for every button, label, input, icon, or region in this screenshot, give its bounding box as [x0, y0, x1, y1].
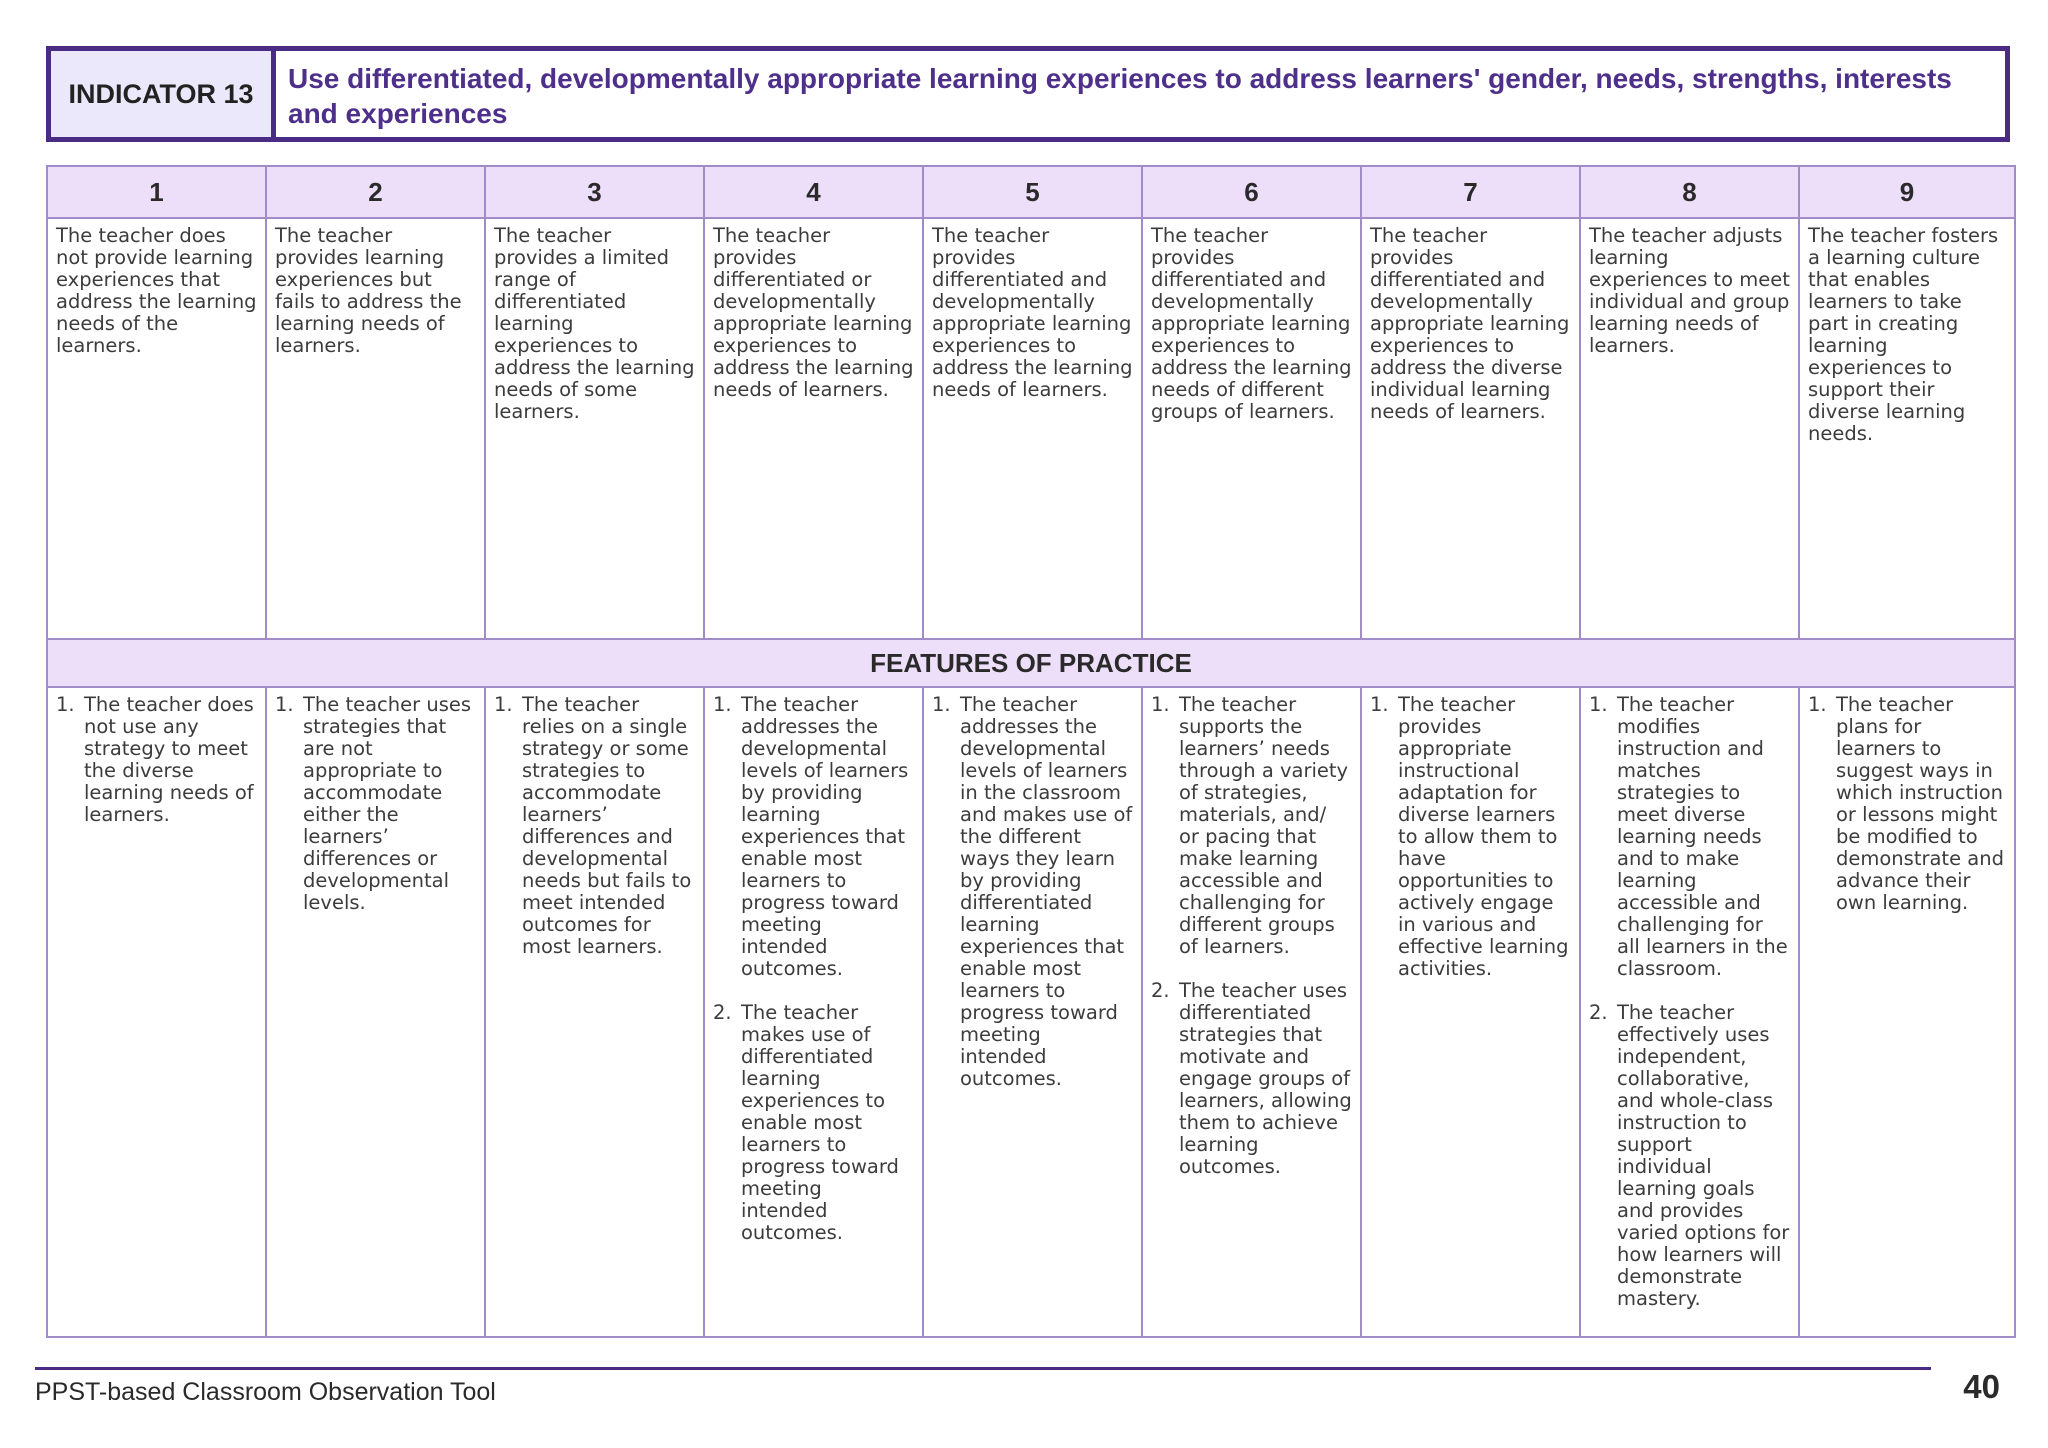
- feature-number: 1.: [713, 693, 732, 716]
- level-header: 5: [923, 166, 1142, 218]
- feature-number: 1.: [932, 693, 951, 716]
- indicator-header: [46, 46, 2010, 142]
- level-header-row: [47, 166, 2015, 218]
- features-cell: [1580, 687, 1799, 1337]
- features-cell: [704, 687, 923, 1337]
- feature-number: 2.: [1589, 1001, 1608, 1024]
- features-cell: [485, 687, 704, 1337]
- feature-text: The teacher provides appropriate instructional adaptation for diverse learners to allow them to have opportunities to actively engage in various and effective learning activities.: [1398, 693, 1569, 980]
- level-header: 8: [1580, 166, 1799, 218]
- feature-item: [932, 694, 1133, 1090]
- level-descriptor: The teacher provides learning experiences but fails to address the learning needs of learners.: [266, 218, 485, 639]
- feature-text: The teacher does not use any strategy to meet the diverse learning needs of learners.: [84, 693, 254, 826]
- feature-text: The teacher modifies instruction and matches strategies to meet diverse learning needs and to make learning accessible and challenging for all learners in the classroom.: [1617, 693, 1788, 980]
- level-descriptor: The teacher fosters a learning culture that enables learners to take part in creating learning experiences to support their diverse learning needs.: [1799, 218, 2015, 639]
- feature-item: [1589, 694, 1790, 980]
- feature-item: [1808, 694, 2006, 914]
- feature-item: [56, 694, 257, 826]
- features-cell: [923, 687, 1142, 1337]
- feature-text: The teacher relies on a single strategy or some strategies to accommodate learners’ differences and developmental needs but fails to meet intended outcomes for most learners.: [522, 693, 692, 958]
- feature-item: [713, 1002, 914, 1244]
- level-descriptor: The teacher provides differentiated and developmentally appropriate learning experiences to address the diverse individual learning needs of learners.: [1361, 218, 1580, 639]
- feature-item: [1589, 1002, 1790, 1310]
- level-descriptor: The teacher does not provide learning experiences that address the learning needs of the learners.: [47, 218, 266, 639]
- feature-number: 1.: [494, 693, 513, 716]
- feature-text: The teacher effectively uses independent, collaborative, and whole-class instruction to support individual learning goals and provides varied options for how learners will demonstrate mastery.: [1617, 1001, 1790, 1310]
- descriptor-row: [47, 218, 2015, 639]
- level-header: 7: [1361, 166, 1580, 218]
- features-heading: FEATURES OF PRACTICE: [47, 639, 2015, 687]
- level-descriptor: The teacher provides differentiated and developmentally appropriate learning experiences to address the learning needs of different groups of learners.: [1142, 218, 1361, 639]
- page-number: 40: [1963, 1368, 2000, 1405]
- feature-number: 1.: [275, 693, 294, 716]
- feature-number: 1.: [1370, 693, 1389, 716]
- feature-item: [1370, 694, 1571, 980]
- feature-number: 1.: [1808, 693, 1827, 716]
- feature-number: 2.: [713, 1001, 732, 1024]
- level-header: 6: [1142, 166, 1361, 218]
- level-descriptor: The teacher adjusts learning experiences to meet individual and group learning needs of learners.: [1580, 218, 1799, 639]
- level-header: 2: [266, 166, 485, 218]
- footer-title: PPST-based Classroom Observation Tool: [35, 1378, 496, 1406]
- feature-item: [275, 694, 476, 914]
- level-descriptor: The teacher provides a limited range of differentiated learning experiences to address the learning needs of some learners.: [485, 218, 704, 639]
- level-header: 4: [704, 166, 923, 218]
- feature-item: [1151, 980, 1352, 1178]
- feature-number: 1.: [56, 693, 75, 716]
- features-cell: [1799, 687, 2015, 1337]
- feature-text: The teacher uses strategies that are not appropriate to accommodate either the learners’ differences or developmental levels.: [303, 693, 472, 914]
- feature-text: The teacher uses differentiated strategies that motivate and engage groups of learners, allowing them to achieve learning outcomes.: [1179, 979, 1352, 1178]
- features-cell: [266, 687, 485, 1337]
- feature-text: The teacher supports the learners’ needs through a variety of strategies, materials, and/ or pacing that make learning accessible and challenging for different groups of learners.: [1179, 693, 1349, 958]
- level-header: 3: [485, 166, 704, 218]
- feature-text: The teacher addresses the developmental levels of learners in the classroom and makes use of the different ways they learn by providing differentiated learning experiences that enable most learners to progress toward meeting intended outcomes.: [960, 693, 1133, 1090]
- feature-item: [1151, 694, 1352, 958]
- features-row: [47, 687, 2015, 1337]
- feature-number: 2.: [1151, 979, 1170, 1002]
- feature-text: The teacher plans for learners to suggest ways in which instruction or lessons might be modified to demonstrate and advance their own learning.: [1836, 693, 2004, 914]
- rubric-table: [46, 165, 2016, 1338]
- feature-number: 1.: [1589, 693, 1608, 716]
- features-cell: [1361, 687, 1580, 1337]
- level-descriptor: The teacher provides differentiated or developmentally appropriate learning experiences to address the learning needs of learners.: [704, 218, 923, 639]
- features-heading-row: [47, 639, 2015, 687]
- footer-divider: [35, 1367, 1931, 1370]
- feature-text: The teacher addresses the developmental levels of learners by providing learning experiences that enable most learners to progress toward meeting intended outcomes.: [741, 693, 909, 980]
- feature-text: The teacher makes use of differentiated learning experiences to enable most learners to progress toward meeting intended outcomes.: [741, 1001, 899, 1244]
- feature-number: 1.: [1151, 693, 1170, 716]
- feature-item: [713, 694, 914, 980]
- indicator-label: INDICATOR 13: [51, 51, 276, 137]
- indicator-title: Use differentiated, developmentally appropriate learning experiences to address learners' gender, needs, strengths, interests and experiences: [288, 63, 1952, 129]
- level-header: 9: [1799, 166, 2015, 218]
- level-header: 1: [47, 166, 266, 218]
- feature-item: [494, 694, 695, 958]
- features-cell: [1142, 687, 1361, 1337]
- level-descriptor: The teacher provides differentiated and developmentally appropriate learning experiences to address the learning needs of learners.: [923, 218, 1142, 639]
- features-cell: [47, 687, 266, 1337]
